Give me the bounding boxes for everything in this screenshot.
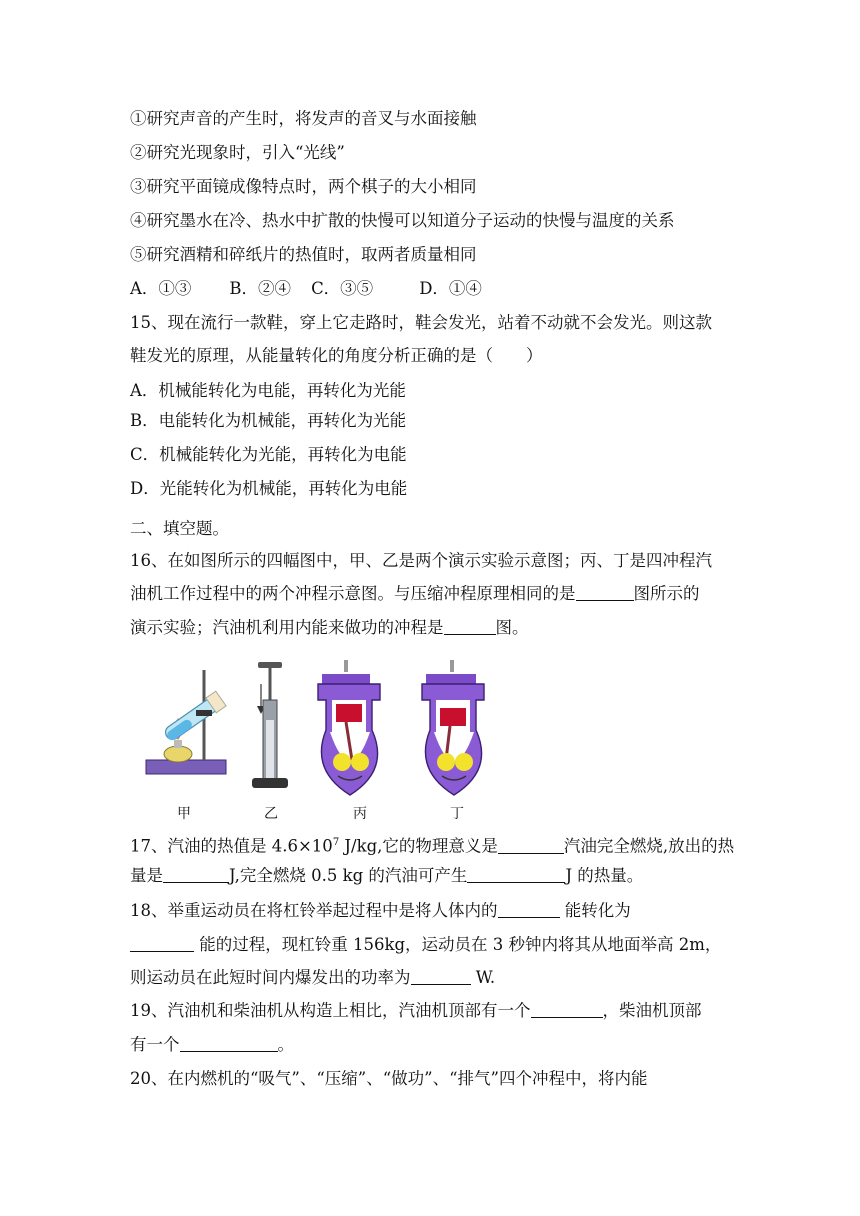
answer-blank [498,901,560,918]
caption-bing: 丙 [353,806,367,822]
statement-3: ③研究平面镜成像特点时，两个棋子的大小相同 [130,177,477,196]
q19-line-2: 有一个 。 [130,1035,294,1054]
statement-4: ④研究墨水在冷、热水中扩散的快慢可以知道分子运动的快慢与温度的关系 [130,211,675,230]
q15-line-1: 15、现在流行一款鞋，穿上它走路时，鞋会发光，站着不动就不会发光。则这款 [130,313,712,332]
section-heading: 二、填空题。 [130,519,229,538]
engine-stroke-ding-figure [422,660,484,795]
experiment-figures [140,660,500,825]
answer-blank [444,618,496,635]
statement-1: ①研究声音的产生时，将发声的音叉与水面接触 [130,109,477,128]
q15-line-2: 鞋发光的原理，从能量转化的角度分析正确的是（ ） [130,346,543,365]
statement-2: ②研究光现象时，引入“光线” [130,143,345,162]
q16-line-3: 演示实验；汽油机利用内能来做功的冲程是 图。 [130,618,529,637]
q18-line-2: 能的过程，现杠铃重 156kg，运动员在 3 秒钟内将其从地面举高 2m， [130,934,721,956]
caption-ding: 丁 [450,806,464,822]
engine-stroke-bing-figure [318,660,380,795]
answer-blank [130,935,194,952]
figure-drawings [140,660,500,800]
answer-blank [531,1001,603,1018]
answer-blank [411,968,471,985]
q15-option-c: C．机械能转化为光能，再转化为电能 [130,445,407,464]
q14-option-b: B．②④ [229,279,292,298]
test-tube-heating-figure [146,670,226,774]
q16-line-1: 16、在如图所示的四幅图中，甲、乙是两个演示实验示意图；丙、丁是四冲程汽 [130,551,712,570]
q15-option-d: D．光能转化为机械能，再转化为电能 [130,479,408,498]
answer-blank [576,584,634,601]
caption-yi: 乙 [264,806,278,822]
q18-line-1: 18、举重运动员在将杠铃举起过程中是将人体内的 能转化为 [130,901,631,920]
q14-options [130,278,482,300]
q14-option-a: A．①③ [130,279,192,298]
answer-blank [498,837,564,854]
q17-line-1: 17、汽油的热值是 $4.6\times 10^7$ J/kg,它的物理意义是 汽油完全燃烧,放出的热 [130,836,735,856]
q15-option-a: A．机械能转化为电能，再转化为光能 [130,381,406,400]
q17-line-2: 量是 J,完全燃烧 0.5 kg 的汽油可产生 J 的热量。 [130,866,644,885]
air-compression-figure [252,662,288,788]
q20-line-1: 20、在内燃机的“吸气”、“压缩”、“做功”、“排气”四个冲程中，将内能 [130,1069,648,1088]
statement-5: ⑤研究酒精和碎纸片的热值时，取两者质量相同 [130,245,477,264]
caption-jia: 甲 [177,806,191,822]
answer-blank [467,866,565,883]
answer-blank [163,866,229,883]
answer-blank [180,1035,278,1052]
q18-line-3: 则运动员在此短时间内爆发出的功率为 W. [130,968,496,987]
q14-option-d: D．①④ [419,279,482,298]
q15-option-b: B．电能转化为机械能，再转化为光能 [130,411,407,430]
q16-line-2: 油机工作过程中的两个冲程示意图。与压缩冲程原理相同的是 图所示的 [130,584,700,603]
q14-option-c: C．③⑤ [311,279,374,298]
q19-line-1: 19、汽油机和柴油机从构造上相比，汽油机顶部有一个 ，柴油机顶部 [130,1001,702,1020]
